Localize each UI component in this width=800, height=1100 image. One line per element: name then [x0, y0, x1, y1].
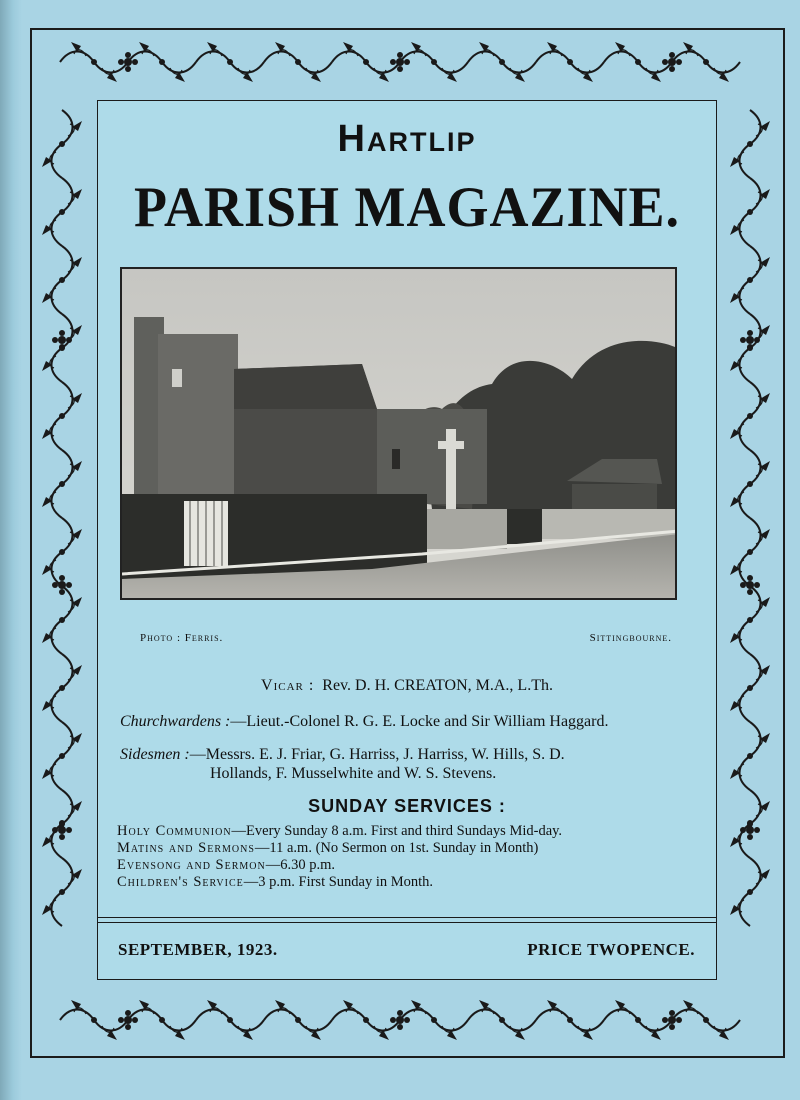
vicar-line — [97, 677, 717, 695]
church-photograph — [120, 267, 677, 600]
sidesmen-names-line2: Hollands, F. Musselwhite and W. S. Stevens. — [210, 765, 497, 782]
service-item — [117, 840, 707, 857]
service-item — [117, 857, 707, 874]
service-item — [117, 874, 707, 891]
divider-rule — [97, 922, 717, 923]
service-name: Holy Communion — [117, 823, 232, 839]
vicar-name: Rev. D. H. CREATON, M.A., L.Th. — [322, 677, 553, 694]
photo-location: Sittingbourne. — [589, 632, 672, 644]
service-name: Evensong and Sermon — [117, 857, 266, 873]
sidesmen-block — [120, 745, 700, 783]
masthead-title-line1: Hartlip — [337, 118, 477, 160]
churchwardens-line — [120, 713, 710, 731]
issue-price: PRICE TWOPENCE. — [527, 940, 695, 959]
service-detail: —6.30 p.m. — [265, 857, 336, 873]
churchwardens-label: Churchwardens : — [120, 713, 231, 730]
service-detail: —Every Sunday 8 a.m. First and third Sundays Mid-day. — [231, 823, 563, 839]
sidesmen-names-line1: —Messrs. E. J. Friar, G. Harriss, J. Harriss, W. Hills, S. D. — [189, 746, 565, 763]
sidesmen-label: Sidesmen : — [120, 746, 190, 763]
divider-rule — [97, 917, 717, 918]
service-item — [117, 823, 707, 840]
churchwardens-names: —Lieut.-Colonel R. G. E. Locke and Sir William Haggard. — [230, 713, 609, 730]
services-heading: SUNDAY SERVICES : — [308, 796, 506, 816]
services-list — [117, 823, 707, 891]
service-name: Matins and Sermons — [117, 840, 255, 856]
service-detail: —3 p.m. First Sunday in Month. — [243, 874, 434, 890]
service-detail: —11 a.m. (No Sermon on 1st. Sunday in Month) — [254, 840, 539, 856]
issue-date: SEPTEMBER, 1923. — [118, 940, 278, 959]
vicar-label: Vicar : — [261, 677, 315, 694]
photo-credit: Photo : Ferris. — [140, 632, 224, 644]
service-name: Children's Service — [117, 874, 244, 890]
masthead-title-line2: PARISH MAGAZINE. — [133, 175, 681, 239]
